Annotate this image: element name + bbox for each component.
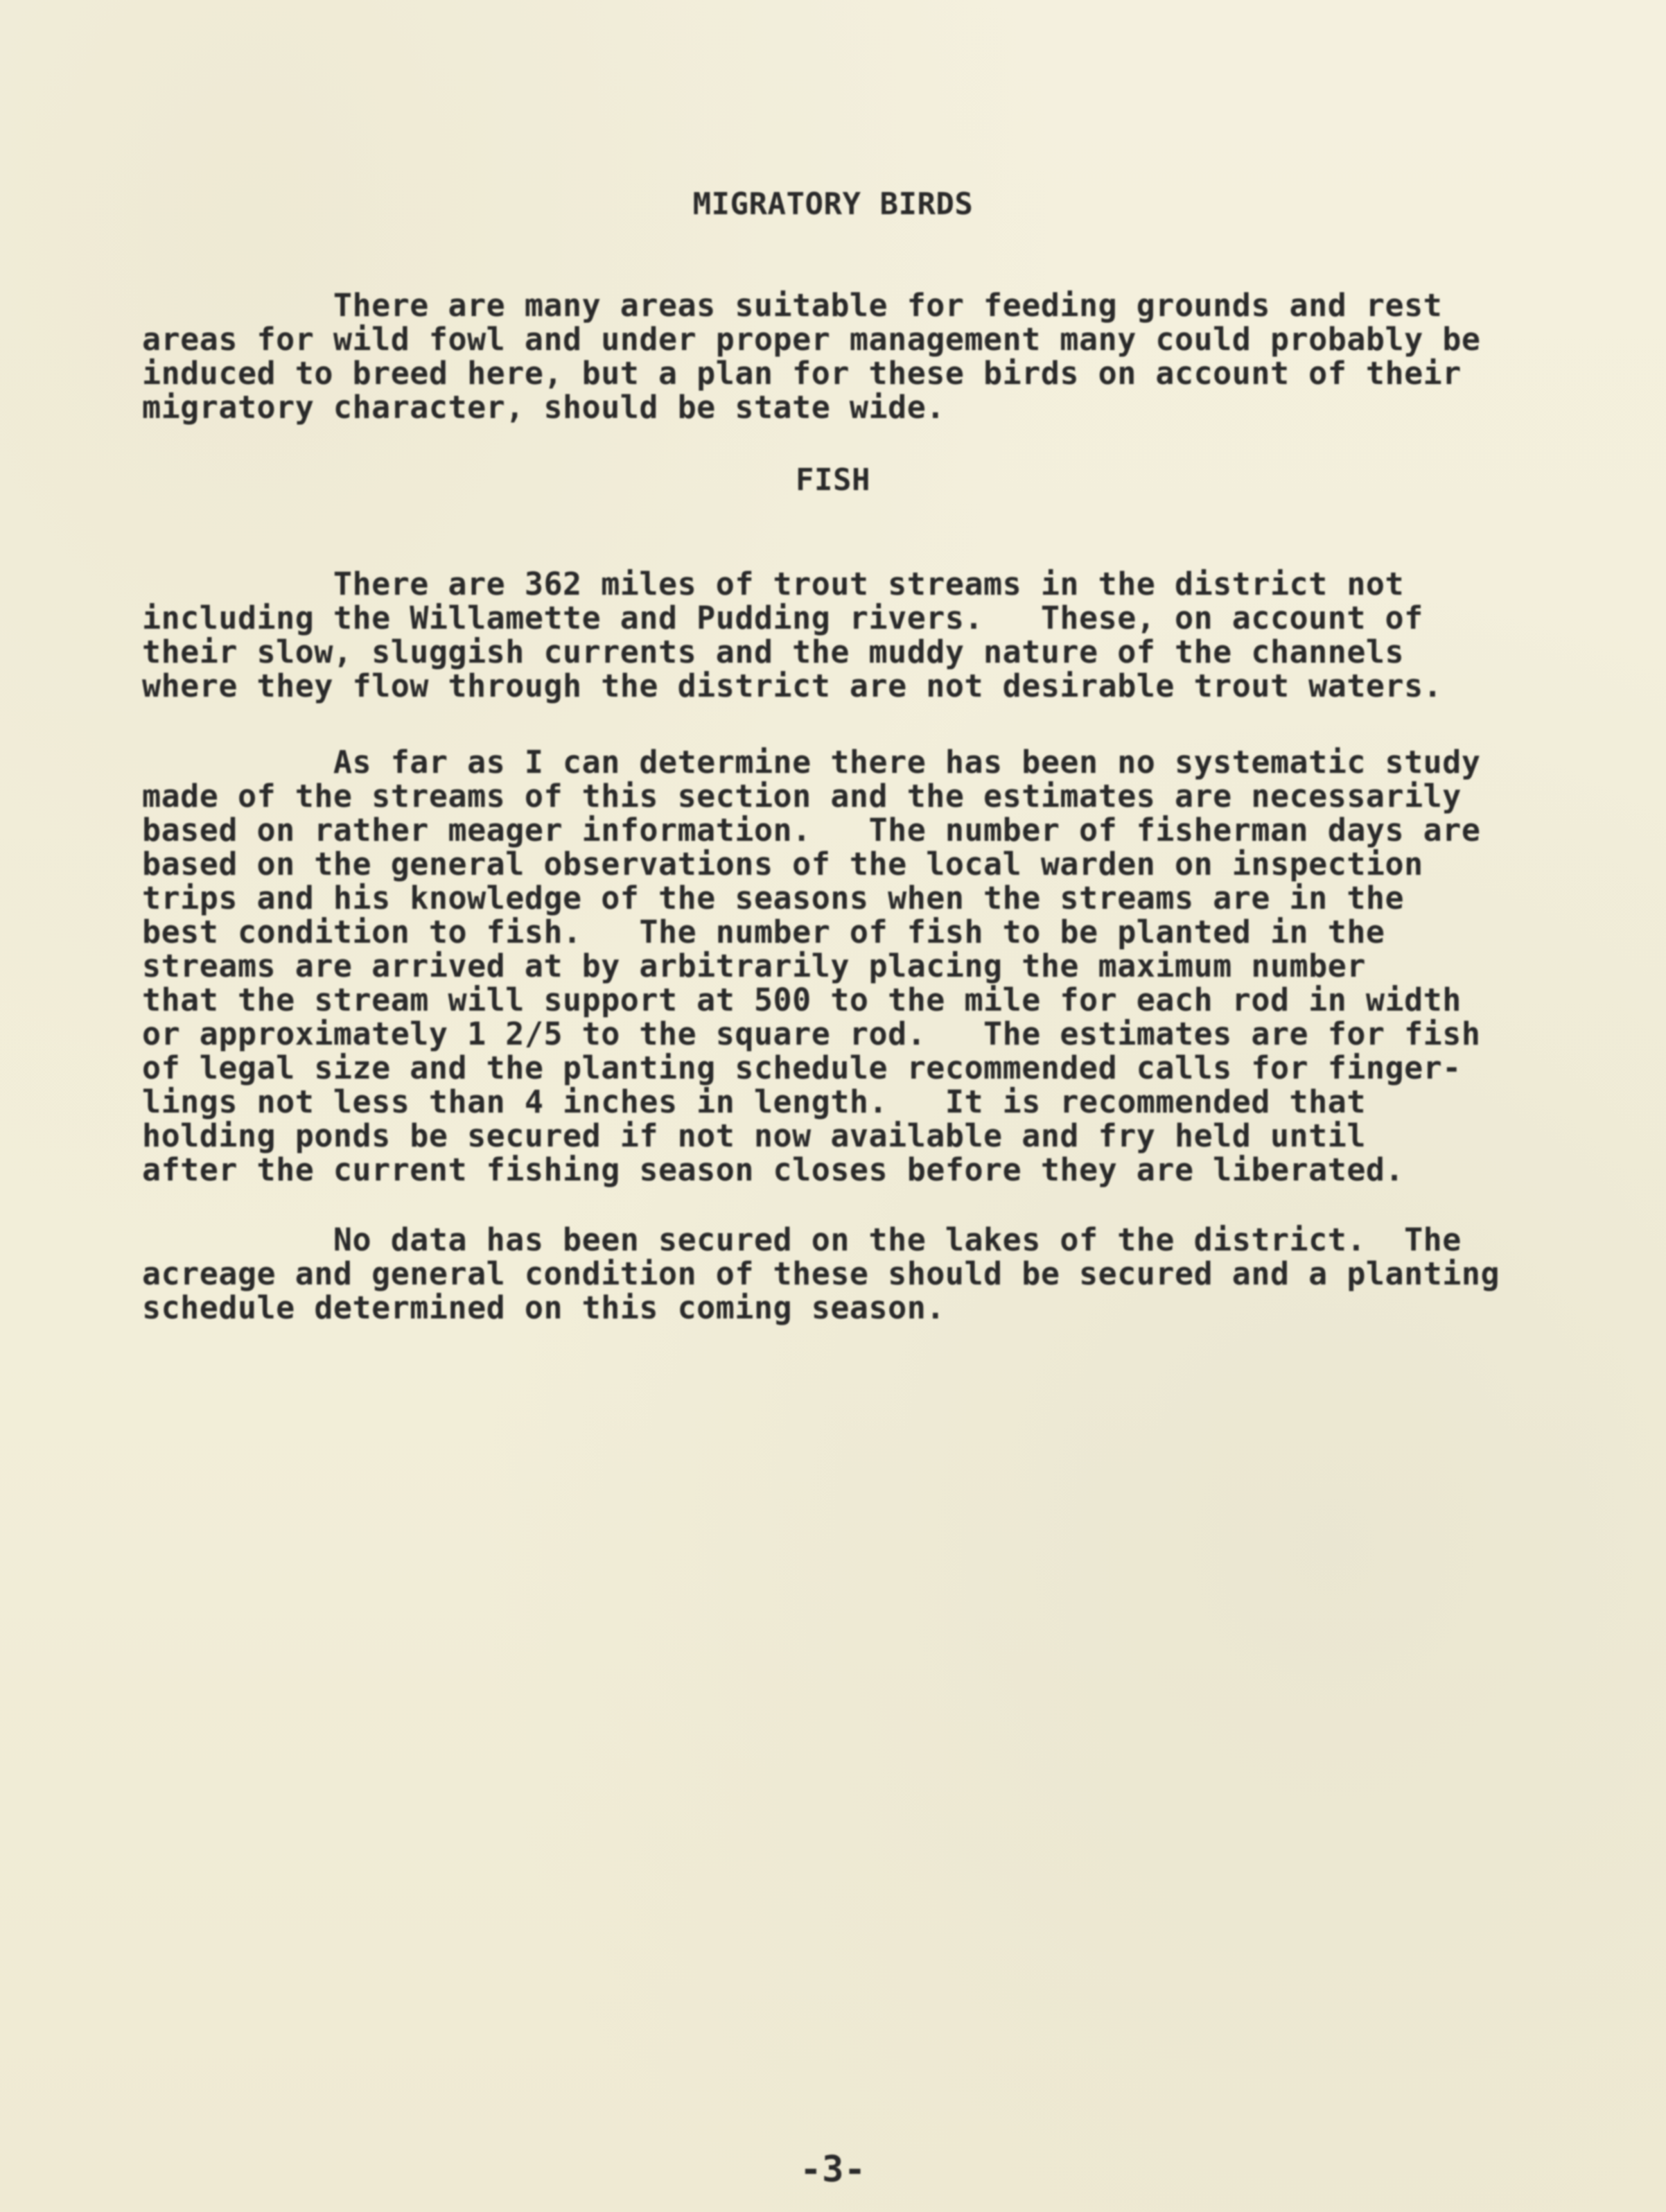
paragraph-migratory-birds: There are many areas suitable for feeding grounds and rest areas for wild fowl and under proper management many could probably be induced to breed here, but a plan for these birds on account of their migratory character, should be state wide. — [142, 287, 1481, 426]
paragraph-estimates: As far as I can determine there has been no systematic study made of the streams of this section and the estimates are necessarily based on rather meager information. The number of fisherman days are based on the general observations of the local warden on inspection trips and his knowledge of the seasons when the streams are in the best condition to fish. The number of fish to be planted in the streams are arrived at by arbitrarily placing the maximum number that the stream will support at 500 to the mile for each rod in width or approximately 1 2/5 to the square rod. The estimates are for fish of legal size and the planting schedule recommended calls for finger- lings not less than 4 inches in length. It is recommended that holding ponds be secured if not now available and fry held until after the current fishing season closes before they are liberated. — [142, 744, 1481, 1188]
paragraph-trout-streams: There are 362 miles of trout streams in the district not including the Willamette and Pudding rivers. These, on account of their slow, sluggish currents and the muddy nature of the channels where they flow through the district are not desirable trout waters. — [142, 566, 1443, 704]
paragraph-lakes: No data has been secured on the lakes of the district. The acreage and general condition of these should be secured and a planting schedule determined on this coming season. — [142, 1221, 1500, 1326]
page-number: -3- — [800, 2149, 866, 2191]
section-heading-fish: FISH — [796, 462, 870, 498]
section-heading-migratory-birds: MIGRATORY BIRDS — [692, 186, 974, 222]
